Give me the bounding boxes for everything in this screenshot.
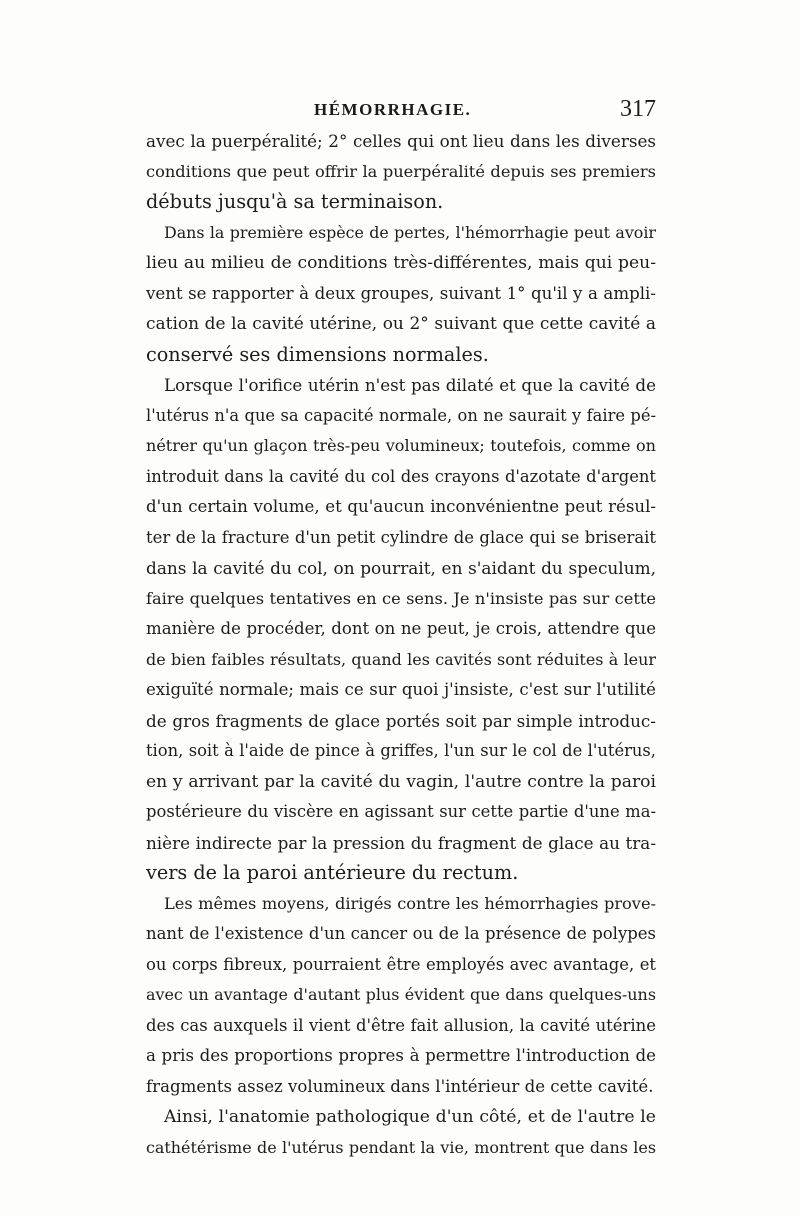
text-line: ter de la fracture d'un petit cylindre de glace qui se briserait [146,527,656,547]
text-line: de bien faibles résultats, quand les cavités sont réduites à leur [146,649,656,669]
text-line: vent se rapporter à deux groupes, suivant 1° qu'il y a ampli- [146,283,656,303]
text-line: d'un certain volume, et qu'aucun inconvénientne peut résul- [146,497,656,516]
text-line: de gros fragments de glace portés soit par simple introduc- [146,710,656,731]
text-line: cation de la cavité utérine, ou 2° suivant que cette cavité a [146,314,656,334]
text-line: manière de procéder, dont on ne peut, je crois, attendre que [146,619,656,638]
text-line: tion, soit à l'aide de pince à griffes, l'un sur le col de l'utérus, [146,741,656,760]
text-line: dans la cavité du col, on pourrait, en s'aidant du speculum, [146,558,656,578]
text-line: ou corps fibreux, pourraient être employés avec avantage, et [146,954,656,974]
text-line: postérieure du viscère en agissant sur cette partie d'une ma- [146,802,656,821]
text-line: exiguïté normale; mais ce sur quoi j'insiste, c'est sur l'utilité [146,680,656,699]
text-line: nant de l'existence d'un cancer ou de la présence de polypes [146,924,656,943]
paragraph-start-line: Les mêmes moyens, dirigés contre les hémorrhagies prove- [164,893,656,913]
text-line: cathétérisme de l'utérus pendant la vie, montrent que dans les [146,1137,656,1157]
text-line: vers de la paroi antérieure du rectum. [146,861,519,884]
paragraph-start-line: Dans la première espèce de pertes, l'hémorrhagie peut avoir [164,222,656,242]
text-line: a pris des proportions propres à permettre l'introduction de [146,1046,656,1065]
paragraph-start-line: Ainsi, l'anatomie pathologique d'un côté, et de l'autre le [164,1107,656,1127]
text-line: conditions que peut offrir la puerpéralité depuis ses premiers [146,161,656,181]
running-title: HÉMORRHAGIE. [314,100,472,119]
text-line: débuts jusqu'à sa terminaison. [146,190,444,213]
text-line: avec la puerpéralité; 2° celles qui ont lieu dans les diverses [146,131,656,151]
paragraph-start-line: Lorsque l'orifice utérin n'est pas dilaté et que la cavité de [164,375,656,395]
text-line: nière indirecte par la pression du fragment de glace au tra- [146,832,656,853]
text-line: lieu au milieu de conditions très-différentes, mais qui peu- [146,253,656,273]
text-line: l'utérus n'a que sa capacité normale, on ne saurait y faire pé- [146,405,656,425]
text-line: introduit dans la cavité du col des crayons d'azotate d'argent [146,466,656,486]
text-line: avec un avantage d'autant plus évident que dans quelques-uns [146,985,656,1004]
text-line: des cas auxquels il vient d'être fait allusion, la cavité utérine [146,1015,656,1035]
text-line: nétrer qu'un glaçon très-peu volumineux; toutefois, comme on [146,436,656,455]
text-line: conservé ses dimensions normales. [146,342,489,366]
text-line: en y arrivant par la cavité du vagin, l'autre contre la paroi [146,771,656,792]
page-number: 317 [620,96,656,122]
page-header [146,96,656,126]
body-text [146,126,656,1163]
text-line: faire quelques tentatives en ce sens. Je n'insiste pas sur cette [146,588,656,608]
text-line: fragments assez volumineux dans l'intérieur de cette cavité. [146,1076,654,1096]
